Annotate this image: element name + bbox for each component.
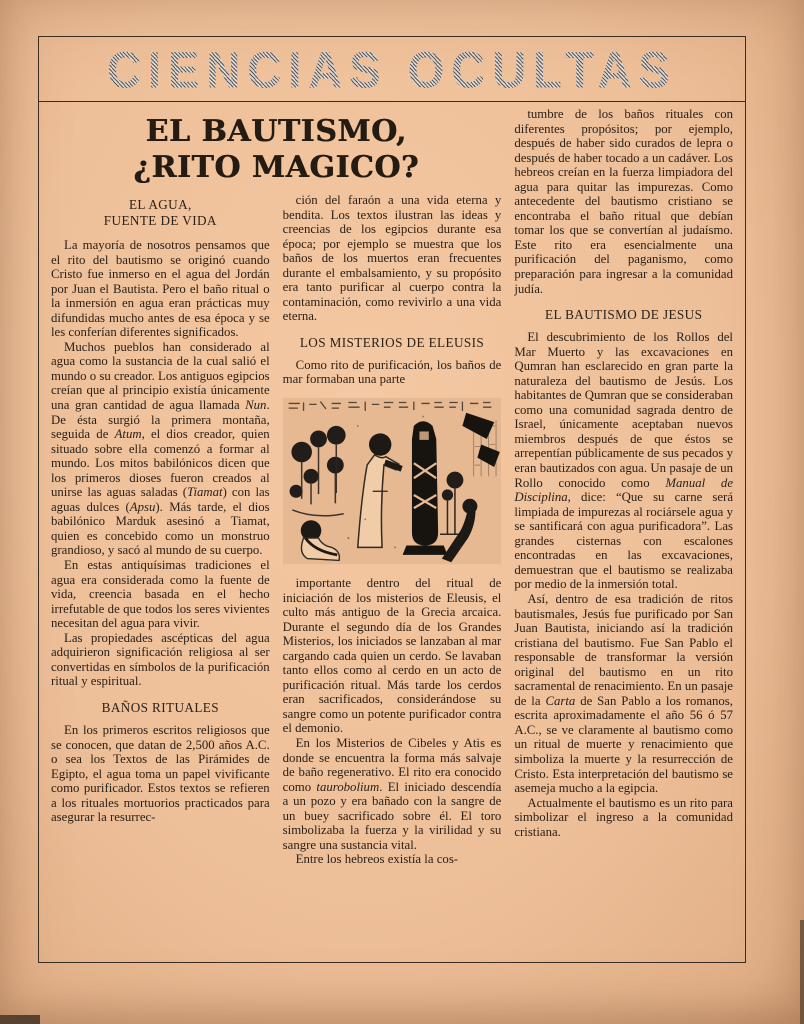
masthead-title: CIENCIAS OCULTAS	[107, 40, 677, 98]
column-1	[51, 193, 270, 948]
paragraph: tumbre de los baños rituales con diferentes propósitos; por ejemplo, después de haber sido curados de lepra o después de haber tocado a un cadáver. Los hebreos creían en la fuerza limpiadora del agua para quitar las impurezas. Como antecedente del bautismo cristiano se encontraba el baño ritual que debían tomar los que se convertían al judaísmo. Este rito era esencialmente una purificación del paganismo, como preparación para ingresar a la comunidad judía.	[514, 107, 733, 296]
paragraph: importante dentro del ritual de iniciación de los misterios de Eleusis, el culto más antiguo de la Grecia arcaica. Durante el segundo día de los Grandes Misterios, los iniciados se lanzaban al mar cargando cada quien un cerdo. Se lavaban tanto ellos como al cerdo en un acto de purificación ritual. Más tarde los cerdos eran sacrificados, considerándose su sangre como un potente purificador contra el demonio.	[282, 576, 502, 736]
scan-artifact	[0, 1015, 40, 1024]
article-title-line2: ¿RITO MAGICO?	[133, 150, 419, 185]
heading-line: FUENTE DE VIDA	[103, 213, 217, 228]
paragraph: En los Misterios de Cibeles y Atis es donde se encuentra la forma más salvaje de baño regenerativo. El rito era conocido como taurobolium. El iniciado descendía a un pozo y era bañado con la sangre de un buey sacrificado sobre él. El toro simbolizaba la fuerza y la virilidad y su sangre una sustancia vital.	[282, 736, 502, 852]
section-heading-banos-rituales: BAÑOS RITUALES	[101, 699, 219, 715]
section-heading-bautismo-de-jesus: EL BAUTISMO DE JESUS	[544, 307, 703, 323]
paragraph: En los primeros escritos religiosos que se conocen, que datan de 2,500 años A.C. o sea los Textos de las Pirámides de Egipto, el agua toma un papel vivificante como purificador. Estos textos se refieren a los rituales mortuorios practicados para asegurar la resurrec-	[51, 722, 270, 825]
article-title-line1: EL BAUTISMO,	[145, 114, 407, 149]
masthead	[39, 37, 745, 102]
paragraph: Como rito de purificación, los baños de mar formaban una parte	[282, 357, 502, 387]
article-frame	[38, 36, 746, 963]
scan-artifact	[800, 920, 804, 1024]
paragraph: La mayoría de nosotros pensamos que el rito del bautismo se originó cuando Cristo fue inmerso en el agua del Jordán por Juan el Bautista. Pero el baño ritual o la inmersión en agua eran prácticas muy difundidas mucho antes de esa época y se les conferían diferentes significados.	[51, 238, 270, 340]
paragraph: Actualmente el bautismo es un rito para simbolizar el ingreso a la comunidad cristiana.	[514, 795, 733, 839]
section-heading-misterios-eleusis: LOS MISTERIOS DE ELEUSIS	[299, 334, 485, 350]
column-2	[283, 193, 502, 948]
article-title	[51, 105, 501, 193]
paragraph: El descubrimiento de los Rollos del Mar Muerto y las excavaciones en Qumran han esclarecido en gran parte la naturaleza del bautismo de Jesús. Los habitantes de Qumran que se consideraban como una comunidad sagrada dentro de Israel, únicamente aceptaban nuevos miembros después de que éstos se arrepentían públicamente de sus pecados y eran bautizados con agua. Un pasaje de un Rollo conocido como Manual de Disciplina, dice: “Que su carne será limpiada de impurezas al rociársele agua y se santificará con agua purificadora”. Las grandes cisternas con escalones encontradas en las excavaciones, demuestran que el bautismo se realizaba por medio de la inmersión total.	[514, 330, 733, 592]
column-3	[514, 105, 733, 948]
paragraph: En estas antiquísimas tradiciones el agua era considerada como la fuente de vida, creencia basada en el hecho irrefutable de que todos los seres vivientes necesitan del agua para vivir.	[51, 558, 270, 631]
paragraph: Entre los hebreos existía la cos-	[295, 852, 459, 867]
heading-line: EL AGUA,	[128, 197, 192, 212]
egyptian-ritual-image	[283, 392, 502, 570]
article-body	[39, 102, 745, 954]
paragraph: Las propiedades ascépticas del agua adquirieron significación religiosa al ser convertidas en símbolos de la purificación ritual y espiritual.	[51, 630, 270, 689]
paragraph: ción del faraón a una vida eterna y bendita. Los textos ilustran las ideas y creencias de los egipcios durante esa época; por ejemplo se muestra que los baños de los muertos eran frecuentes durante el embalsamiento, y su propósito era tanto purificar al cuerpo contra la contaminación, como revivirlo a una vida eterna.	[282, 193, 502, 324]
paragraph: Muchos pueblos han considerado al agua como la sustancia de la cual salió el mundo o su creador. Los antiguos egipcios creían que al principio existía únicamente una gran cantidad de agua llamada Nun. De ésta surgió la primera montaña, seguida de Atum, el dios creador, quien situado sobre ella comenzó a formar al mundo. Los mitos babilónicos dicen que los primeros dioses fueron creados al unirse las aguas saladas (Tiamat) con las aguas dulces (Apsu). Más tarde, el dios babilónico Marduk asesinó a Tiamat, quien es concebido como un monstruo grandioso, y sacó al mundo de su cuerpo.	[51, 339, 270, 558]
section-heading-el-agua	[51, 197, 270, 229]
paragraph: Así, dentro de esa tradición de ritos bautismales, Jesús fue purificado por San Juan Bautista, iniciando así la tradición cristiana del bautismo. Fue San Pablo el responsable de transformar la versión original del bautismo en un rito sacramental de renacimiento. En un pasaje de la Carta de San Pablo a los romanos, escrita aproximadamente el año 56 ó 57 A.C., se ve claramente al bautismo como un ritual de muerte y renacimiento que simboliza la muerte y la resurrección de Cristo. Esta interpretación del bautismo se asemeja mucho a la egipcia.	[514, 591, 733, 796]
